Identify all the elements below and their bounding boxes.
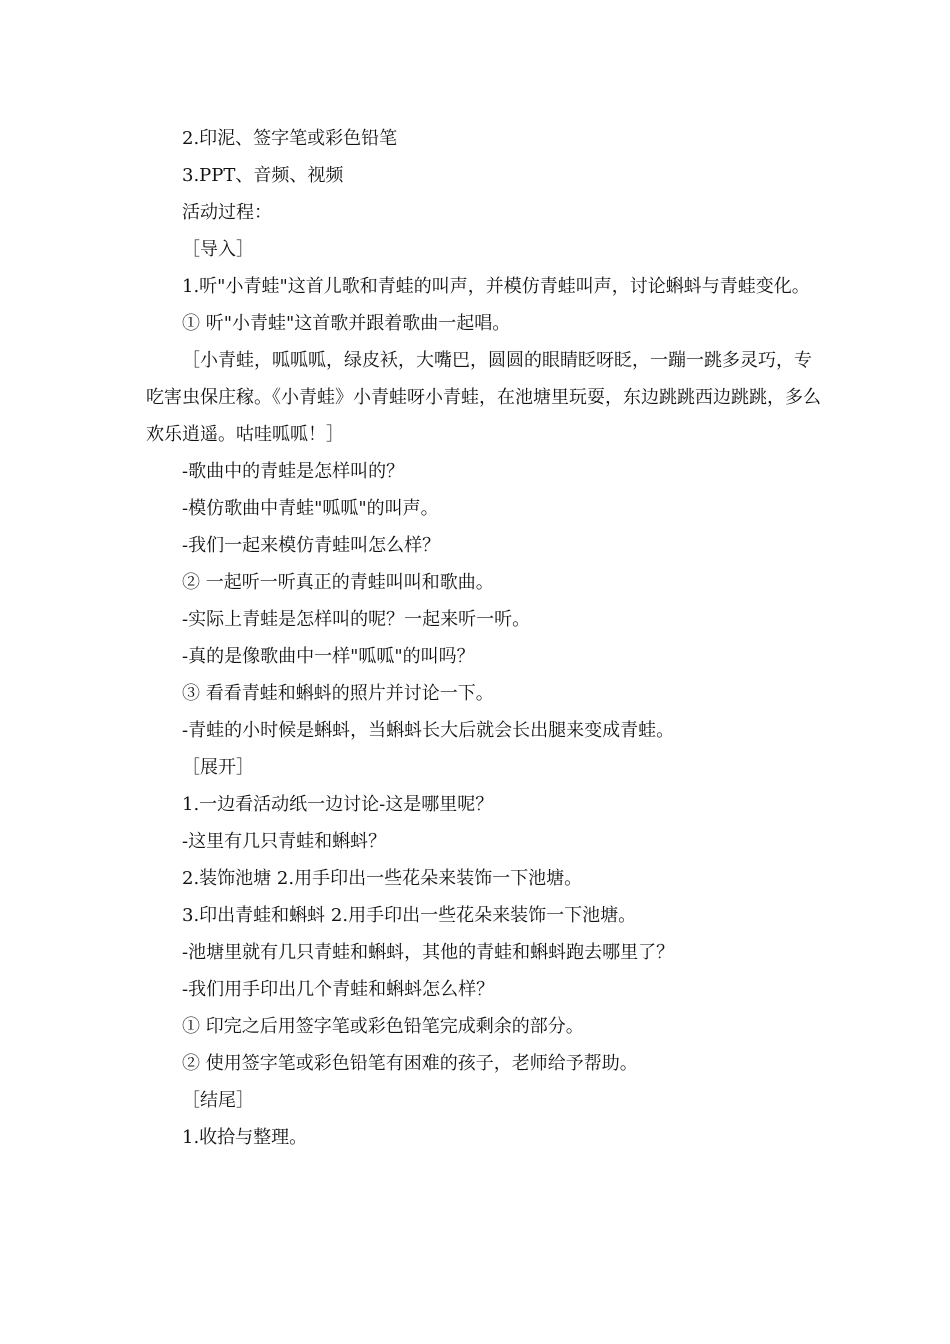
develop-step-3: 3.印出青蛙和蝌蚪 2.用手印出一些花朵来装饰一下池塘。 bbox=[182, 905, 637, 926]
question-line: -这里有几只青蛙和蝌蚪？ bbox=[182, 831, 387, 852]
explanation-line: -青蛙的小时候是蝌蚪，当蝌蚪长大后就会长出腿来变成青蛙。 bbox=[182, 720, 675, 741]
section-heading-process: 活动过程： bbox=[182, 202, 272, 223]
intro-substep-2: ② 一起听一听真正的青蛙叫叫和歌曲。 bbox=[182, 572, 494, 593]
material-item-2: 2.印泥、签字笔或彩色铅笔 bbox=[182, 128, 398, 149]
question-line: -实际上青蛙是怎样叫的呢？一起来听一听。 bbox=[182, 609, 531, 630]
intro-step-1: 1.听"小青蛙"这首儿歌和青蛙的叫声，并模仿青蛙叫声，讨论蝌蚪与青蛙变化。 bbox=[182, 276, 810, 297]
question-line: -真的是像歌曲中一样"呱呱"的叫吗？ bbox=[182, 646, 475, 667]
develop-substep-2: ② 使用签字笔或彩色铅笔有困难的孩子，老师给予帮助。 bbox=[182, 1053, 638, 1074]
intro-substep-3: ③ 看看青蛙和蝌蚪的照片并讨论一下。 bbox=[182, 683, 494, 704]
section-heading-ending: ［结尾］ bbox=[182, 1090, 254, 1111]
ending-step-1: 1.收拾与整理。 bbox=[182, 1127, 308, 1148]
section-heading-develop: ［展开］ bbox=[182, 757, 254, 778]
material-item-3: 3.PPT、音频、视频 bbox=[182, 165, 344, 186]
develop-step-1: 1.一边看活动纸一边讨论-这是哪里呢？ bbox=[182, 794, 494, 815]
question-line: -我们用手印出几个青蛙和蝌蚪怎么样？ bbox=[182, 979, 495, 1000]
intro-substep-1: ① 听"小青蛙"这首歌并跟着歌曲一起唱。 bbox=[182, 313, 511, 334]
develop-substep-1: ① 印完之后用签字笔或彩色铅笔完成剩余的部分。 bbox=[182, 1016, 584, 1037]
document-body bbox=[146, 120, 826, 1156]
section-heading-intro: ［导入］ bbox=[182, 239, 254, 260]
song-lyrics: ［小青蛙，呱呱呱，绿皮袄，大嘴巴，圆圆的眼睛眨呀眨，一蹦一跳多灵巧，专吃害虫保庄稼。《小青蛙》小青蛙呀小青蛙，在池塘里玩耍，东边跳跳西边跳跳，多么欢乐逍遥。咕哇呱呱！］ bbox=[146, 350, 821, 445]
question-line: -模仿歌曲中青蛙"呱呱"的叫声。 bbox=[182, 498, 439, 519]
question-line: -歌曲中的青蛙是怎样叫的？ bbox=[182, 461, 405, 482]
develop-step-2: 2.装饰池塘 2.用手印出一些花朵来装饰一下池塘。 bbox=[182, 868, 583, 889]
question-line: -我们一起来模仿青蛙叫怎么样？ bbox=[182, 535, 441, 556]
question-line: -池塘里就有几只青蛙和蝌蚪，其他的青蛙和蝌蚪跑去哪里了？ bbox=[182, 942, 675, 963]
